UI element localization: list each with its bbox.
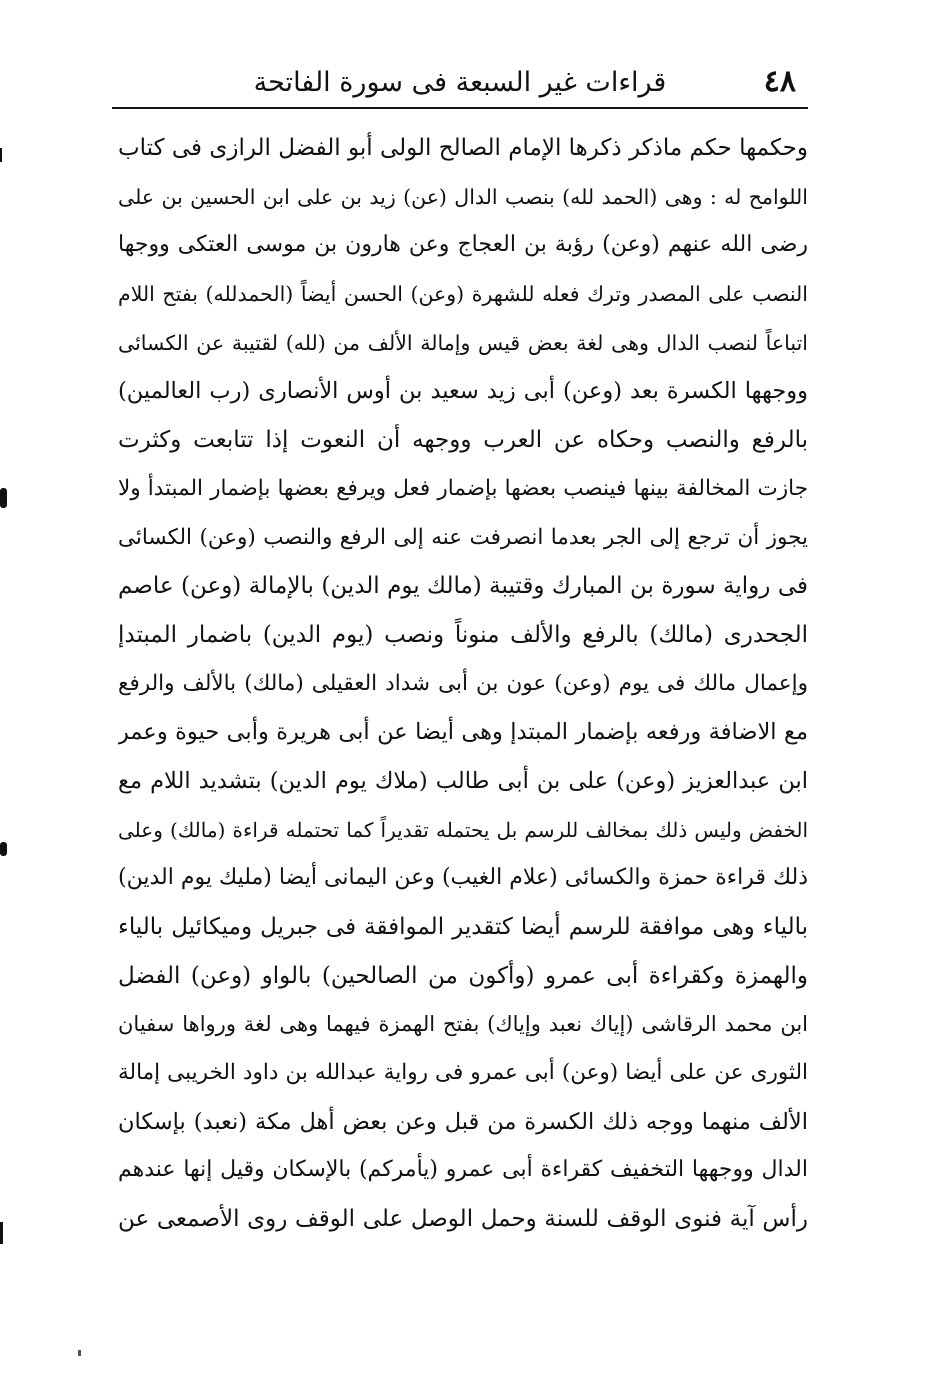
text-line: الدال ووجهها التخفيف كقراءة أبى عمرو (يأمركم) بالإسكان وقيل إنها عندهم bbox=[118, 1157, 808, 1183]
text-line: اللوامح له : وهى (الحمد لله) بنصب الدال (عن) زيد بن على ابن الحسين بن على bbox=[118, 184, 808, 209]
text-line: وإعمال مالك فى يوم (وعن) عون بن أبى شداد العقيلى (مالك) بالألف والرفع bbox=[118, 670, 808, 696]
text-line: رضى الله عنهم (وعن) رؤبة بن العجاج وعن هارون بن موسى العتكى ووجها bbox=[118, 232, 808, 258]
text-line: ابن عبدالعزيز (وعن) على بن أبى طالب (ملاك يوم الدين) بتشديد اللام مع bbox=[118, 767, 808, 794]
body-text bbox=[118, 124, 808, 1244]
text-line: وحكمها حكم ماذكر ذكرها الإمام الصالح الولى أبو الفضل الرازى فى كتاب bbox=[118, 135, 808, 161]
text-line: ووجهها الكسرة بعد (وعن) أبى زيد سعيد بن أوس الأنصارى (رب العالمين) bbox=[118, 378, 808, 405]
scan-artifact-mark bbox=[0, 842, 7, 856]
text-line: الألف منهما ووجه ذلك الكسرة من قبل وعن بعض أهل مكة (نعبد) بإسكان bbox=[118, 1108, 808, 1135]
text-line: رأس آية فنوى الوقف للسنة وحمل الوصل على الوقف روى الأصمعى عن bbox=[118, 1206, 808, 1233]
text-line: ابن محمد الرقاشى (إياك نعبد وإياك) بفتح الهمزة فيهما وهى لغة ورواها سفيان bbox=[118, 1012, 808, 1037]
header-rule bbox=[112, 107, 808, 109]
text-line: الجحدرى (مالك) بالرفع والألف منوناً ونصب (يوم الدين) باضمار المبتدإ bbox=[118, 621, 808, 648]
page-header bbox=[110, 58, 810, 104]
text-line: ذلك قراءة حمزة والكسائى (علام الغيب) وعن اليمانى أيضا (مليك يوم الدين) bbox=[118, 865, 808, 891]
scan-artifact-mark bbox=[0, 1222, 3, 1244]
text-line: والهمزة وكقراءة أبى عمرو (وأكون من الصالحين) بالواو (وعن) الفضل bbox=[118, 962, 808, 989]
text-line: جازت المخالفة بينها فينصب بعضها بإضمار فعل ويرفع بعضها بإضمار المبتدأ ولا bbox=[118, 475, 808, 501]
scan-artifact-mark bbox=[0, 488, 7, 508]
text-line: الخفض وليس ذلك بمخالف للرسم بل يحتمله تقديراً كما تحتمله قراءة (مالك) وعلى bbox=[118, 817, 808, 842]
text-line: يجوز أن ترجع إلى الجر بعدما انصرفت عنه إلى الرفع والنصب (وعن) الكسائى bbox=[118, 524, 808, 550]
page-number: ٤٨ bbox=[763, 64, 796, 99]
text-line: اتباعاً لنصب الدال وهى لغة بعض قيس وإمالة الألف من (لله) لقتيبة عن الكسائى bbox=[118, 330, 808, 355]
scan-artifact-mark bbox=[78, 1350, 81, 1356]
running-title: قراءات غير السبعة فى سورة الفاتحة bbox=[253, 67, 667, 98]
text-line: بالياء وهى موافقة للرسم أيضا كتقدير الموافقة فى جبريل وميكائيل بالياء bbox=[118, 914, 808, 940]
text-line: النصب على المصدر وترك فعله للشهرة (وعن) الحسن أيضاً (الحمدلله) بفتح اللام bbox=[118, 282, 808, 307]
text-line: بالرفع والنصب وحكاه عن العرب ووجهه أن النعوت إذا تتابعت وكثرت bbox=[118, 427, 808, 454]
scan-artifact-mark bbox=[0, 148, 2, 162]
text-line: الثورى عن على أيضا (وعن) أبى عمرو فى رواية عبدالله بن داود الخريبى إمالة bbox=[118, 1060, 808, 1086]
text-line: فى رواية سورة بن المبارك وقتيبة (مالك يوم الدين) بالإمالة (وعن) عاصم bbox=[118, 573, 808, 600]
text-line: مع الاضافة ورفعه بإضمار المبتدإ وهى أيضا عن أبى هريرة وأبى حيوة وعمر bbox=[118, 719, 808, 746]
